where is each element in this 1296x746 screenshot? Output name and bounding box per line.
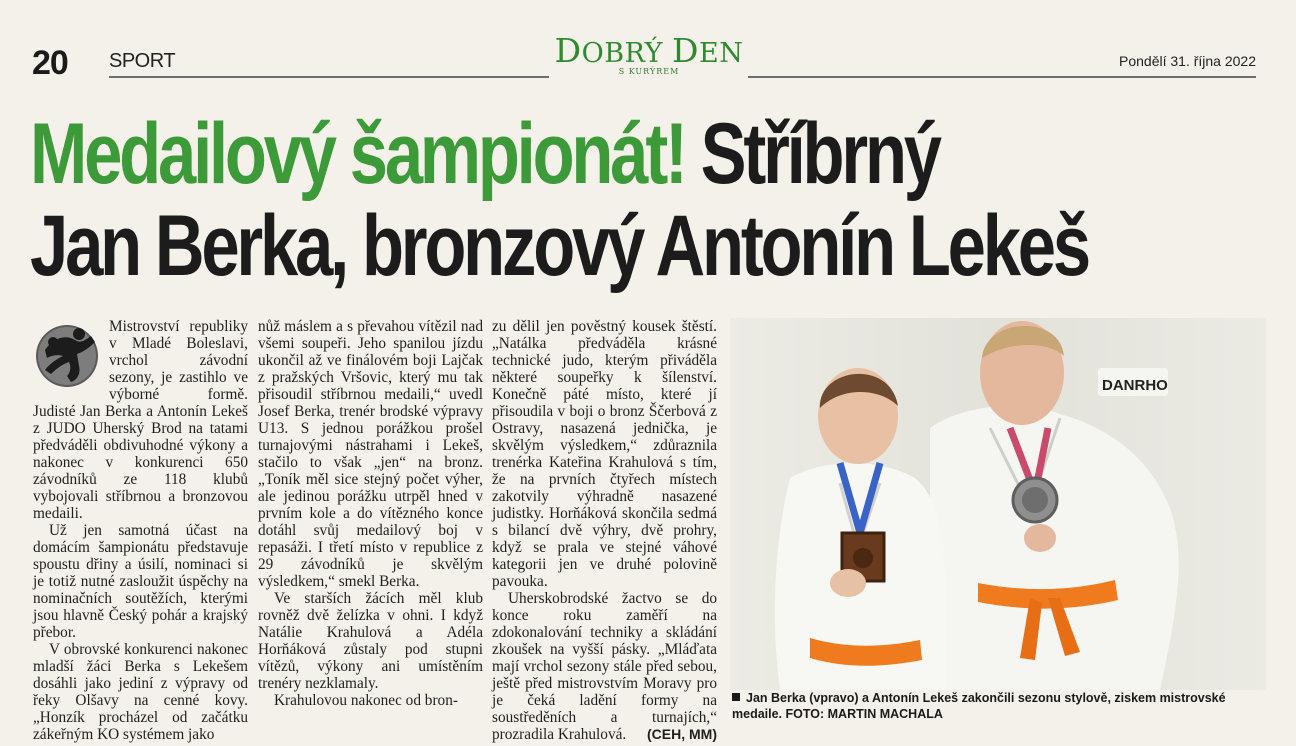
headline-line-1 [30, 108, 1019, 200]
article-photo [730, 318, 1266, 690]
judo-throw-icon [33, 320, 105, 388]
logo-subtitle: S KURÝREM [618, 67, 680, 76]
article-paragraph: Krahulovou nakonec od bron- [274, 692, 458, 709]
article-column-1 [33, 318, 248, 743]
logo-title: DOBRÝ DEN [554, 31, 744, 70]
article-paragraph: Už jen samotná účast na domácím šampionátu představuje spoustu dřiny a úsilí, nominaci si je totiž nutné zasloužit úspěchy na nominačních soutěžích, kterými jsou hlavně Český pohár a krajský přebor. [33, 522, 248, 641]
newspaper-logo [552, 31, 746, 76]
headline-line-2: Jan Berka, bronzový Antonín Lekeš [30, 198, 1088, 294]
caption-text: Jan Berka (vpravo) a Antonín Lekeš zakončili sezonu stylově, ziskem mistrovské medaile. [732, 691, 1226, 721]
issue-date: Pondělí 31. října 2022 [1119, 53, 1256, 69]
masthead [0, 0, 1296, 96]
headline-green-text: Medailový šampionát! [30, 106, 685, 202]
article-column-3 [492, 318, 717, 743]
article-paragraph: zu dělil jen pověstný kousek štěstí. „Natálka předváděla krásné technické judo, kterým přiváděla některé soupeřky k šílenství. Konečně páté místo, které jí přisoudila v boji o bronz Ščerbová z Ostravy, nasazená jednička, je skvělým výsledkem,“ zdůraznila trenérka Kateřina Krahulová s tím, že na prvních čtyřech místech zakotvily výhradně nasazené judistky. Horňáková skončila sedmá s bilancí dvě výhry, dvě prohry, když se prala ve stejné váhové kategorii jen ve druhé polovině pavouka. [492, 318, 717, 590]
headline-dark-text-1: Stříbrný [684, 106, 939, 202]
gi-brand-label: DANRHO [1102, 377, 1168, 394]
article-column-2 [258, 318, 483, 709]
header-rule-right [748, 76, 1256, 78]
section-label: SPORT [109, 50, 176, 72]
judokas-photo-illustration [730, 318, 1266, 690]
author-signature: (CEH, MM) [647, 726, 717, 742]
headline [30, 106, 1088, 294]
article-paragraph: Mistrovství republiky v Mladé Boleslavi, vrchol závodní sezony, je zastihlo ve výborné formě. Judisté Jan Berka a Antonín Lekeš z JUDO Uherský Brod na tatami předváděli obdivuhodné výkony a nakonec v konkurenci 650 závodníků ze 118 klubů vybojovali stříbrnou a bronzovou medaili. [33, 318, 248, 522]
article-paragraph: nůž máslem a s převahou vítězil nad všemi soupeři. Jeho spanilou jízdu ukončil až ve finálovém boji Lajčak z pražských Vršovic, který mu tak přisoudil stříbrnou medaili,“ uvedl Josef Berka, trenér brodské výpravy U13. S jednou porážkou prošel turnajovými nástrahami i Lekeš, stačilo to však „jen“ na bronz. „Toník měl sice stejný počet výher, ale jedinou porážku utrpěl hned v prvním kole a do vítězného konce dotáhl svůj medailový boj v repasáži. I třetí místo v republice z 29 závodníků je skvělým výsledkem,“ smekl Berka. [258, 318, 483, 590]
header-rule-left [109, 76, 549, 78]
caption-credit: FOTO: MARTIN MACHALA [785, 707, 943, 721]
article-paragraph: V obrovské konkurenci nakonec mladší žáci Berka s Lekešem dosáhli jako jediní z výpravy od řeky Olšavy na cenné kovy. „Honzík procházel od začátku zákeřným KO systémem jako [33, 641, 248, 743]
article-paragraph: Ve starších žácích měl klub rovněž dvě želízka v ohni. I když Natálie Krahulová a Adéla Horňáková zůstaly pod stupni vítězů, výkony ani umístěním trenéry nezklamaly. [258, 590, 483, 692]
article-paragraph: Uherskobrodské žactvo se do konce roku zaměří na zdokonalování techniky a skládání zkoušek na vyšší pásky. „Mláďata mají vrchol sezony stále před sebou, ještě před mistrovstvím Moravy pro je čeká ladění formy na soustředěních a turnajích,“ prozradila Krahulová. (CEH, MM) [492, 590, 717, 743]
photo-caption [732, 690, 1262, 722]
page-number: 20 [32, 44, 68, 82]
caption-bullet-icon [732, 693, 740, 701]
